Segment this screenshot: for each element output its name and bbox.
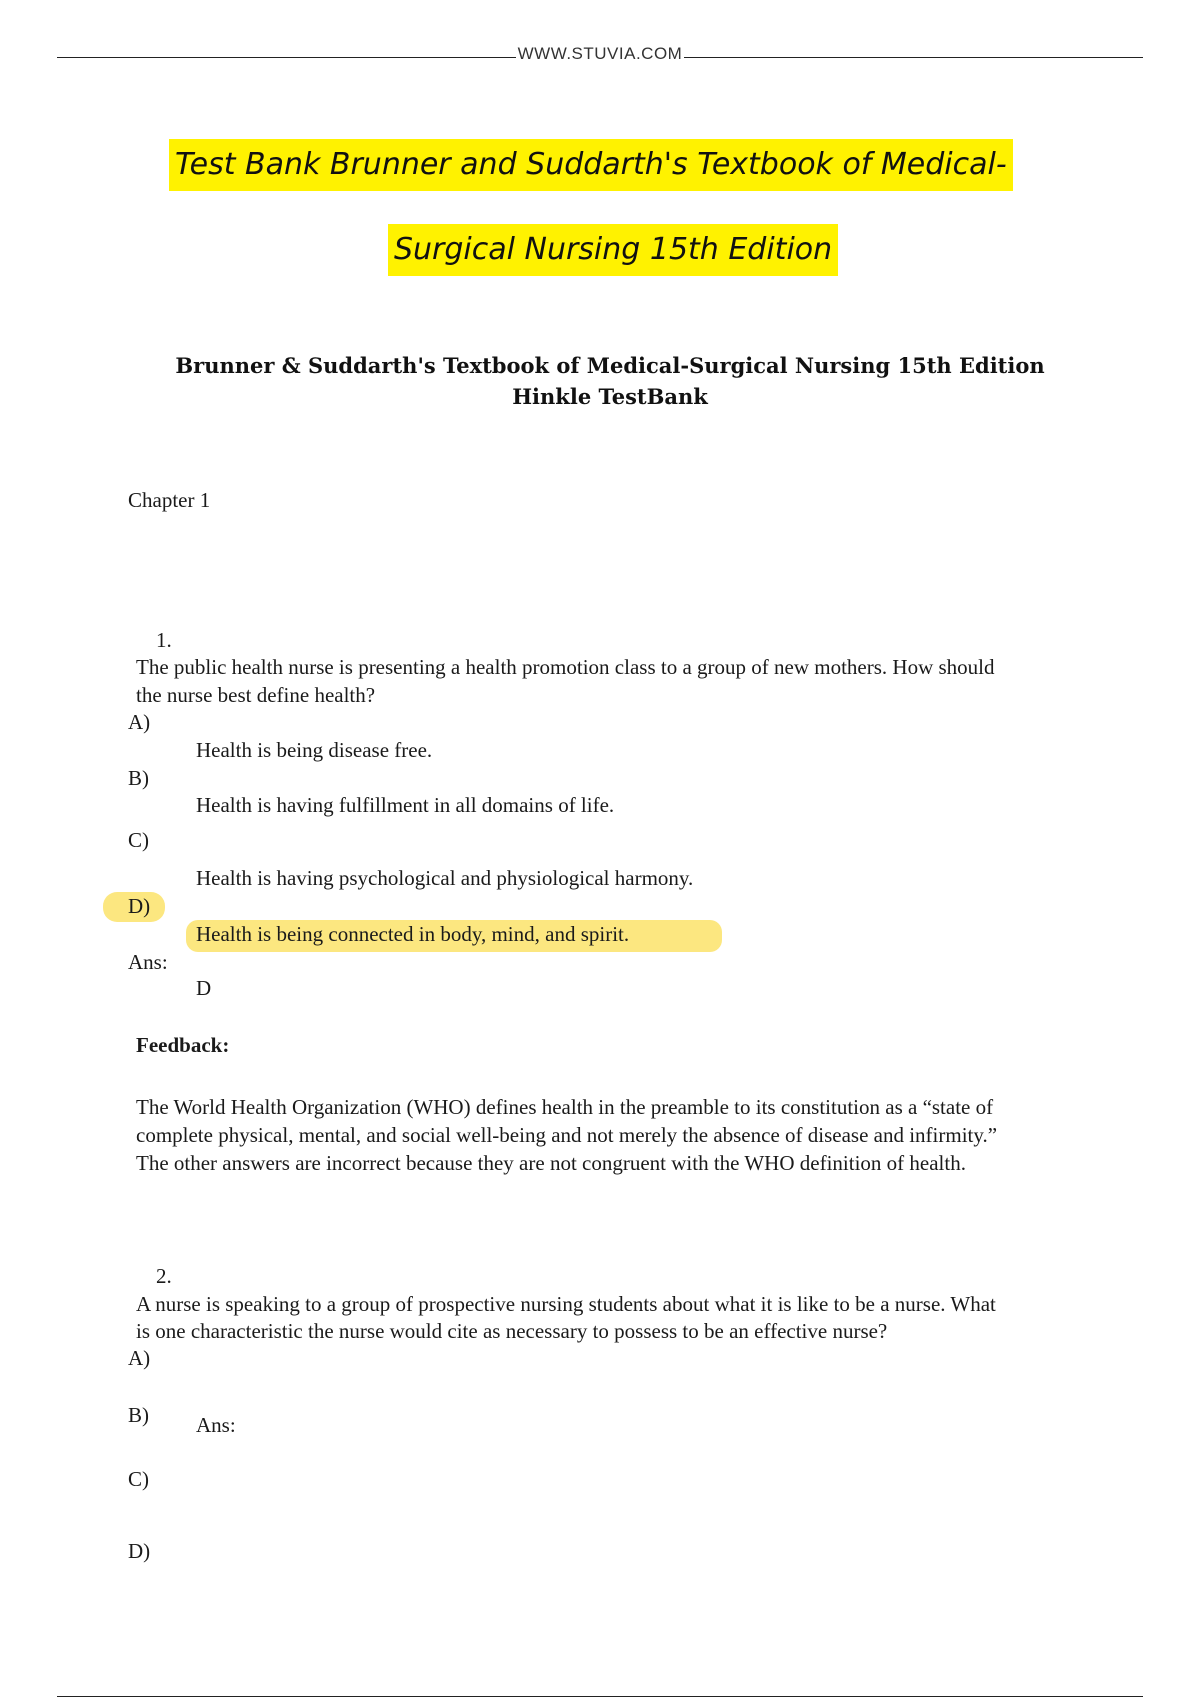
- question-2-option-d-label: D): [128, 1539, 151, 1563]
- question-1-feedback-label: Feedback:: [136, 1033, 230, 1057]
- document-subtitle: [120, 350, 1100, 412]
- question-1-option-c-text: Health is having psychological and physiological harmony.: [196, 866, 694, 890]
- question-1-feedback-line-2: complete physical, mental, and social well-being and not merely the absence of disease and infirmity.”: [136, 1123, 998, 1147]
- question-1-option-d-label: D): [128, 894, 151, 918]
- question-1-option-c-label: C): [128, 828, 149, 852]
- subtitle-line-2: Hinkle TestBank: [512, 384, 708, 409]
- question-2-option-b-label: B): [128, 1403, 149, 1427]
- document-title-line-1: Test Bank Brunner and Suddarth's Textbook of Medical-: [169, 139, 1013, 191]
- question-1-option-d-text: Health is being connected in body, mind, and spirit.: [196, 922, 630, 946]
- question-1-stem-line-2: the nurse best define health?: [136, 683, 376, 707]
- question-1-number: 1.: [156, 628, 172, 652]
- question-1-feedback-line-1: The World Health Organization (WHO) defines health in the preamble to its constitution as a “state of: [136, 1095, 994, 1119]
- question-1-answer-value: D: [196, 976, 212, 1000]
- question-2-number: 2.: [156, 1264, 172, 1288]
- question-1-feedback-line-3: The other answers are incorrect because they are not congruent with the WHO definition of health.: [136, 1151, 966, 1175]
- footer-rule: [57, 1696, 1143, 1697]
- question-2-answer-label: Ans:: [196, 1413, 236, 1437]
- question-1-option-b-label: B): [128, 766, 149, 790]
- document-title-line-2: Surgical Nursing 15th Edition: [388, 224, 838, 276]
- site-watermark: WWW.STUVIA.COM: [517, 44, 683, 63]
- question-1-answer-label: Ans:: [128, 950, 168, 974]
- question-1-option-b-text: Health is having fulfillment in all domains of life.: [196, 793, 615, 817]
- question-1-option-a-label: A): [128, 710, 151, 734]
- subtitle-line-1: Brunner & Suddarth's Textbook of Medical-Surgical Nursing 15th Edition: [175, 353, 1045, 378]
- chapter-heading: Chapter 1: [128, 488, 211, 512]
- question-1-option-a-text: Health is being disease free.: [196, 738, 433, 762]
- question-2-option-a-label: A): [128, 1346, 151, 1370]
- question-2-stem-line-2: is one characteristic the nurse would cite as necessary to possess to be an effective nurse?: [136, 1319, 888, 1343]
- question-2-stem-line-1: A nurse is speaking to a group of prospective nursing students about what it is like to be a nurse. What: [136, 1292, 996, 1316]
- question-2-option-c-label: C): [128, 1467, 149, 1491]
- question-1-stem-line-1: The public health nurse is presenting a health promotion class to a group of new mothers. How should: [136, 655, 995, 679]
